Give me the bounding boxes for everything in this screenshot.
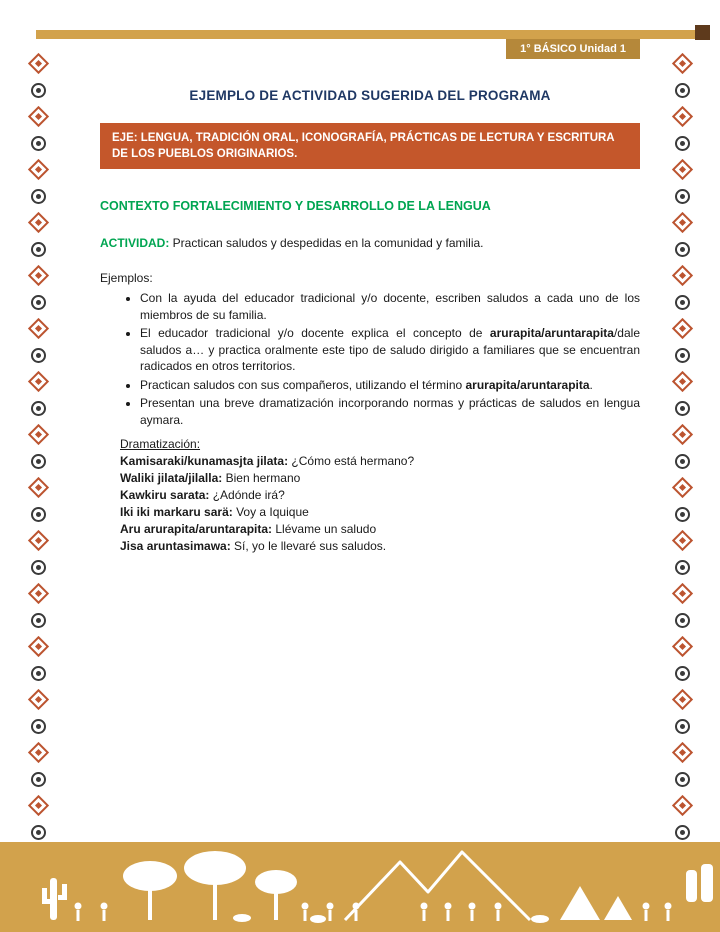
dialog-line: Iki iki markaru sarä: Voy a Iquique [120,505,309,519]
dialog-line: Aru arurapita/aruntarapita: Llévame un saludo [120,522,377,536]
ornament-diamond-motif [27,318,48,339]
ornament-diamond-motif [671,106,692,127]
document-body [100,88,640,555]
top-gold-bar [36,30,700,39]
dramatization-label-line [120,436,640,453]
ornament-diamond-motif [27,583,48,604]
ornament-diamond-motif [671,583,692,604]
ornament-circle-motif [31,189,46,204]
corner-square [695,25,710,40]
ornament-diamond-motif [671,159,692,180]
unit-badge: 1° BÁSICO Unidad 1 [506,39,640,59]
footer-landscape-art [0,842,720,932]
ornament-circle-motif [31,136,46,151]
ornament-diamond-motif [27,265,48,286]
ornament-diamond-motif [671,477,692,498]
dramatization-block [120,436,640,555]
ornament-circle-motif [675,189,690,204]
ornament-border-right [666,56,698,840]
ornament-circle-motif [675,83,690,98]
page-title: EJEMPLO DE ACTIVIDAD SUGERIDA DEL PROGRAMA [189,88,551,103]
ornament-diamond-motif [671,371,692,392]
example-bullet: • El educador tradicional y/o docente explica el concepto de arurapita/aruntarapita/dale saludos a… y practica oralmente este tipo de saludo dirigido a familiares que se encuentran radicados en otros territorios. [140,325,640,375]
ornament-border-left [22,56,54,840]
ornament-circle-motif [675,719,690,734]
ornament-circle-motif [675,772,690,787]
ornament-diamond-motif [27,159,48,180]
ornament-diamond-motif [671,742,692,763]
ornament-circle-motif [675,242,690,257]
ornament-diamond-motif [27,742,48,763]
example-bullet: • Presentan una breve dramatización incorporando normas y prácticas de saludos en lengua aymara. [140,395,640,428]
ornament-circle-motif [675,454,690,469]
dialog-line: Kamisaraki/kunamasjta jilata: ¿Cómo está hermano? [120,454,415,468]
ornament-circle-motif [675,348,690,363]
ornament-circle-motif [31,295,46,310]
ornament-circle-motif [31,613,46,628]
ornament-diamond-motif [671,265,692,286]
activity-line [100,235,640,251]
ornament-diamond-motif [27,477,48,498]
dialog-line: Jisa aruntasimawa: Sí, yo le llevaré sus saludos. [120,539,387,553]
ornament-diamond-motif [27,530,48,551]
ornament-diamond-motif [27,424,48,445]
ornament-circle-motif [31,83,46,98]
ornament-diamond-motif [27,371,48,392]
ornament-circle-motif [675,401,690,416]
ornament-circle-motif [31,242,46,257]
ornament-circle-motif [675,613,690,628]
ornament-circle-motif [675,507,690,522]
dramatization-lines [120,453,640,555]
ornament-circle-motif [31,719,46,734]
ornament-circle-motif [31,348,46,363]
dramatization-label: Dramatización: [120,437,201,451]
activity-text: Practican saludos y despedidas en la comunidad y familia. [172,236,484,250]
ornament-circle-motif [675,136,690,151]
ornament-circle-motif [675,295,690,310]
activity-label: ACTIVIDAD: [100,236,170,250]
ornament-diamond-motif [27,689,48,710]
ornament-diamond-motif [27,106,48,127]
ornament-circle-motif [31,772,46,787]
ornament-diamond-motif [671,212,692,233]
context-heading: CONTEXTO FORTALECIMIENTO Y DESARROLLO DE LA LENGUA [100,199,491,213]
ornament-diamond-motif [671,795,692,816]
ornament-circle-motif [31,454,46,469]
examples-list [100,290,640,428]
ornament-circle-motif [31,825,46,840]
ornament-diamond-motif [671,318,692,339]
dialog-line: Kawkiru sarata: ¿Adónde irá? [120,488,285,502]
ornament-circle-motif [31,560,46,575]
ornament-circle-motif [31,666,46,681]
dialog-line: Waliki jilata/jilalla: Bien hermano [120,471,301,485]
ornament-diamond-motif [671,424,692,445]
example-bullet: • Practican saludos con sus compañeros, utilizando el término arurapita/aruntarapita. [140,377,640,394]
example-bullet: • Con la ayuda del educador tradicional y/o docente, escriben saludos a cada uno de los miembros de su familia. [140,290,640,323]
examples-label: Ejemplos: [100,271,153,285]
ornament-diamond-motif [27,212,48,233]
ornament-diamond-motif [27,795,48,816]
ornament-circle-motif [31,401,46,416]
ornament-diamond-motif [27,53,48,74]
eje-banner: EJE: LENGUA, TRADICIÓN ORAL, ICONOGRAFÍA, PRÁCTICAS DE LECTURA Y ESCRITURA DE LOS PUEBLOS ORIGINARIOS. [100,123,640,169]
ornament-circle-motif [675,666,690,681]
ornament-diamond-motif [671,530,692,551]
ornament-diamond-motif [671,53,692,74]
ornament-diamond-motif [27,636,48,657]
ornament-circle-motif [675,560,690,575]
ornament-circle-motif [675,825,690,840]
ornament-diamond-motif [671,636,692,657]
ornament-diamond-motif [671,689,692,710]
ornament-circle-motif [31,507,46,522]
